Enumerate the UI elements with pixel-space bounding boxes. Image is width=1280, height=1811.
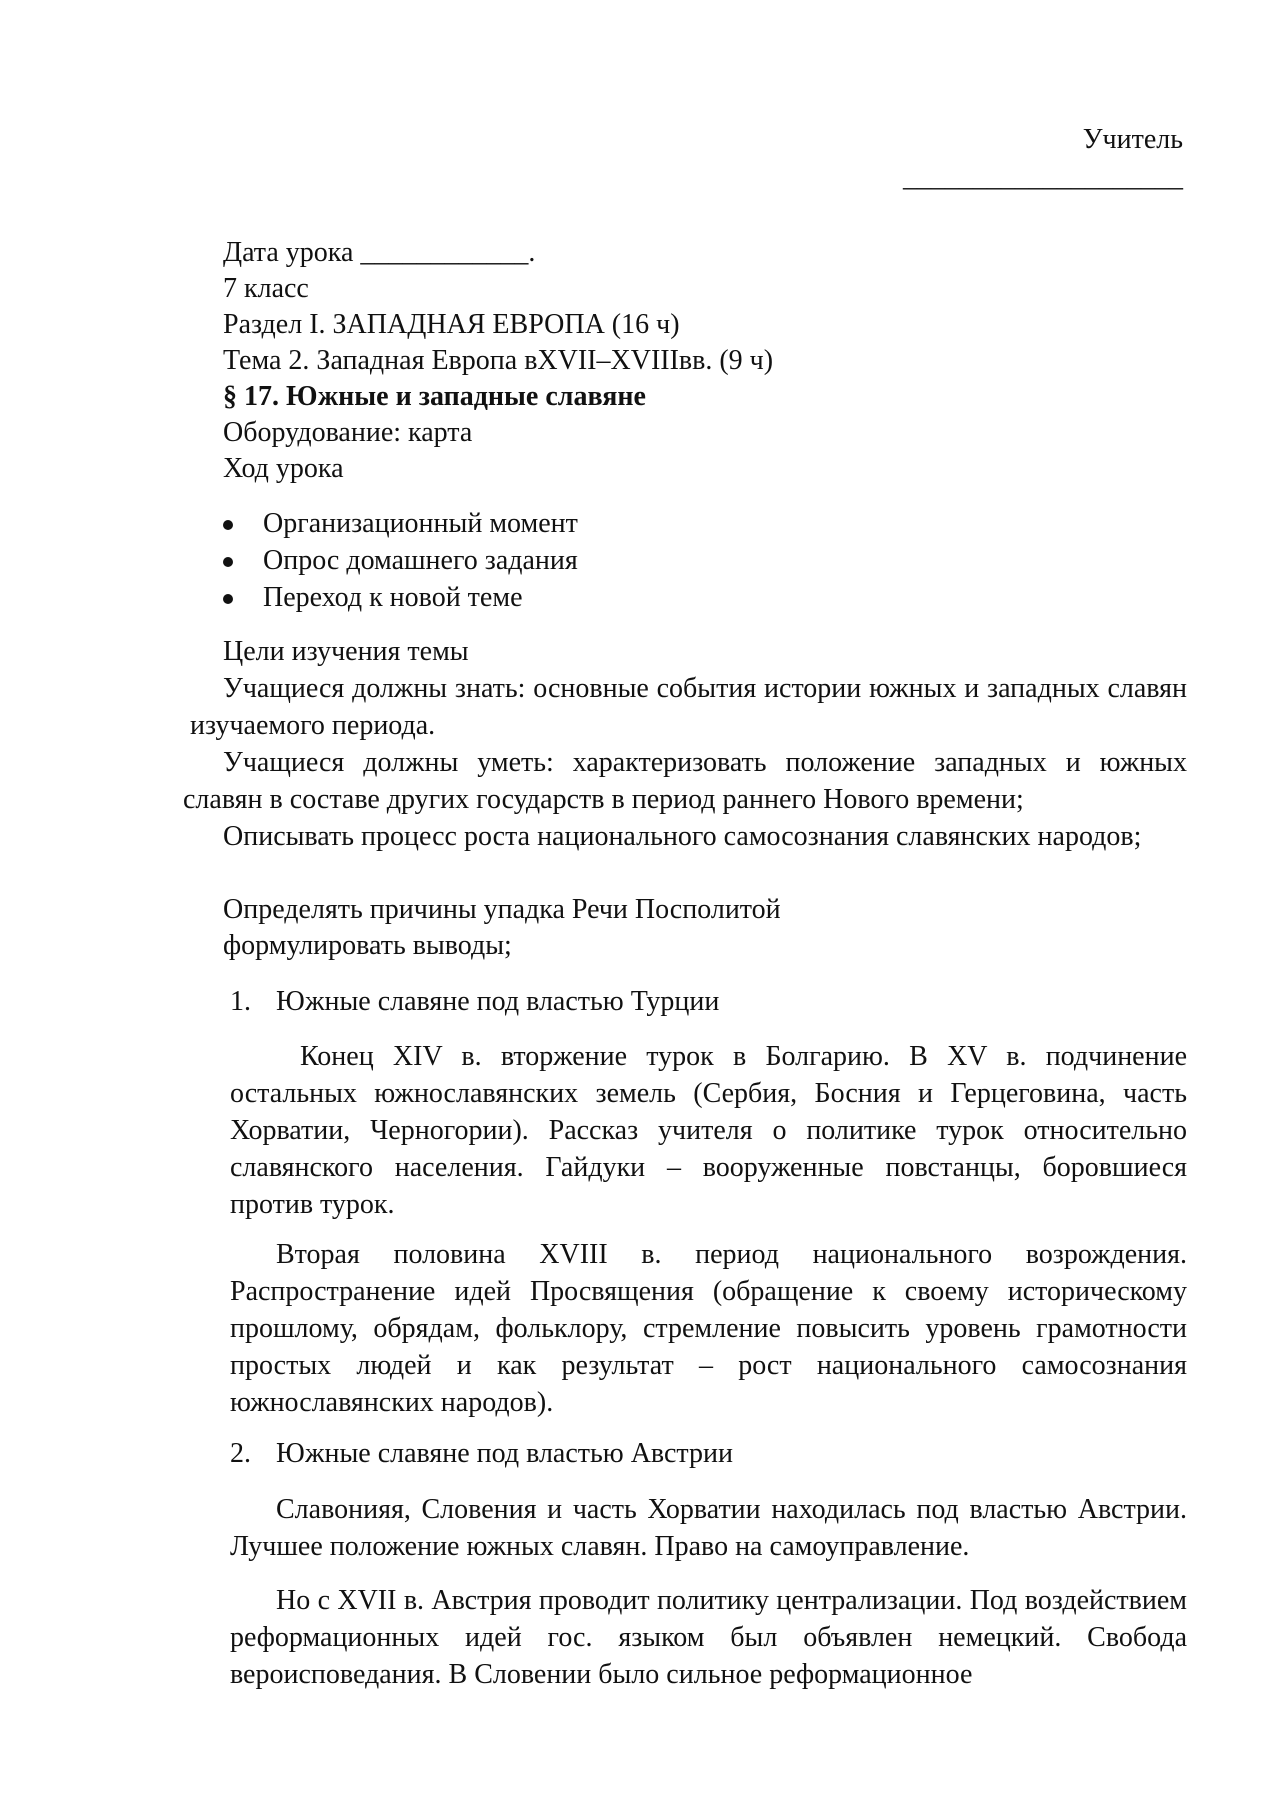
section-title: Южные славяне под властью Турции	[276, 986, 720, 1017]
section-paragraph: Но с XVII в. Австрия проводит политику централизации. Под воздействием реформационных идей гос. языком был объявлен немецкий. Свобода вероисповедания. В Словении было сильное реформационное	[230, 1585, 1187, 1690]
teacher-name-line: ____________________	[903, 162, 1183, 193]
goals-know: Учащиеся должны знать: основные события истории южных и западных славян изучаемого периода.	[190, 673, 1187, 741]
teacher-label: Учитель	[1082, 124, 1183, 155]
section-paragraph: Славонияя, Словения и часть Хорватии находилась под властью Австрии. Лучшее положение южных славян. Право на самоуправление.	[230, 1494, 1187, 1562]
paragraph-title: § 17. Южные и западные славяне	[223, 381, 646, 412]
section-number: 1.	[230, 986, 251, 1017]
lesson-topic: Тема 2. Западная Европа вXVII–XVIIIвв. (9 ч)	[223, 345, 774, 376]
list-item: Переход к новой теме	[263, 582, 523, 613]
goals-describe: Описывать процесс роста национального самосознания славянских народов;	[223, 821, 1142, 852]
goals-determine: Определять причины упадка Речи Посполитой	[223, 894, 781, 925]
section-paragraph: Конец XIV в. вторжение турок в Болгарию. В XV в. подчинение остальных южнославянских земель (Сербия, Босния и Герцеговина, часть Хорватии, Черногории). Рассказ учителя о политике турок относительно славянского населения. Гайдуки – вооруженные повстанцы, боровшиеся против турок.	[230, 1041, 1187, 1220]
bullet-icon	[223, 557, 233, 567]
section-title: Южные славяне под властью Австрии	[276, 1438, 733, 1469]
goals-title: Цели изучения темы	[223, 636, 469, 667]
lesson-equipment: Оборудование: карта	[223, 417, 473, 448]
list-item: Организационный момент	[263, 508, 578, 539]
lesson-course-heading: Ход урока	[223, 453, 344, 484]
section-number: 2.	[230, 1438, 251, 1469]
goals-can: Учащиеся должны уметь: характеризовать положение западных и южных славян в составе других государств в период раннего Нового времени;	[183, 747, 1187, 815]
section-paragraph: Вторая половина XVIII в. период национального возрождения. Распространение идей Просвящения (обращение к своему историческому прошлому, обрядам, фольклору, стремление повысить уровень грамотности простых людей и как результат – рост национального самосознания южнославянских народов).	[230, 1239, 1187, 1418]
bullet-icon	[223, 594, 233, 604]
lesson-section: Раздел I. ЗАПАДНАЯ ЕВРОПА (16 ч)	[223, 309, 680, 340]
bullet-icon	[223, 520, 233, 530]
goals-formulate: формулировать выводы;	[223, 930, 512, 961]
lesson-date: Дата урока ____________.	[223, 237, 536, 268]
list-item: Опрос домашнего задания	[263, 545, 578, 576]
lesson-grade: 7 класс	[223, 273, 309, 304]
